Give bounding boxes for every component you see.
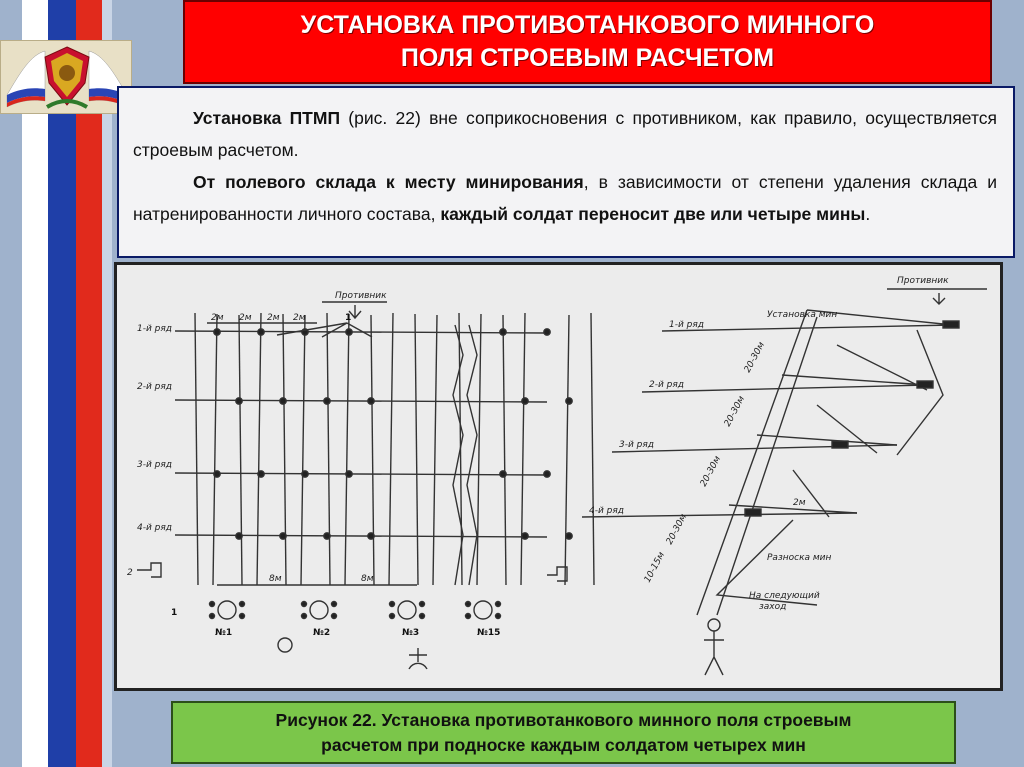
paragraph-2-end: . bbox=[865, 204, 871, 224]
break-line bbox=[467, 325, 477, 585]
field-line bbox=[239, 315, 242, 585]
right-enemy-label: Противник bbox=[897, 276, 949, 286]
mine-dot bbox=[500, 471, 506, 477]
left-spacing-4: 2м bbox=[293, 313, 306, 323]
mine-dot bbox=[210, 614, 215, 619]
mine-dot bbox=[258, 471, 264, 477]
mine-dot bbox=[302, 614, 307, 619]
row-line bbox=[175, 400, 547, 402]
mine-dot bbox=[420, 614, 425, 619]
minefield-diagram bbox=[117, 265, 1000, 688]
mine-dot bbox=[302, 471, 308, 477]
distance-label-1: 20-30м bbox=[742, 340, 768, 375]
row-connector bbox=[729, 310, 953, 513]
slide-title: УСТАНОВКА ПРОТИВОТАНКОВОГО МИННОГО ПОЛЯ СТРОЕВЫМ РАСЧЕТОМ bbox=[300, 11, 875, 72]
field-line bbox=[327, 313, 330, 585]
mine-dot bbox=[390, 614, 395, 619]
left-spacing-bottom-2: 8м bbox=[361, 574, 374, 584]
left-spacing-3: 2м bbox=[267, 313, 280, 323]
figure-caption: Рисунок 22. Установка противотанкового минного поля строевым расчетом при подноске каждым солдатом четырех мин bbox=[275, 709, 852, 755]
mine-row-line bbox=[612, 445, 897, 452]
commander-circle bbox=[278, 638, 292, 652]
mine-dot bbox=[240, 602, 245, 607]
left-row-3-label: 3-й ряд bbox=[137, 460, 173, 470]
mine-dot bbox=[332, 614, 337, 619]
army-emblem-icon bbox=[0, 40, 132, 114]
paragraph-2-text: , в зависимости от степени удаления склада и натренированности личного состава, bbox=[133, 172, 998, 224]
field-line bbox=[565, 315, 569, 585]
row-line bbox=[175, 535, 547, 537]
field-line bbox=[521, 313, 525, 585]
left-row-2-label: 2-й ряд bbox=[137, 382, 173, 392]
right-row-1-label: 1-й ряд bbox=[669, 320, 705, 330]
mine-dot bbox=[346, 329, 352, 335]
paragraph-1 bbox=[133, 102, 997, 166]
mine-dot bbox=[368, 533, 374, 539]
paragraph-1-bold: Установка ПТМП bbox=[193, 108, 341, 128]
mine-dot bbox=[302, 602, 307, 607]
mine-dot bbox=[324, 398, 330, 404]
officer-symbol bbox=[409, 648, 427, 669]
distance-label-2: 20-30м bbox=[722, 394, 748, 429]
gap-label: 2м bbox=[793, 498, 806, 508]
mine-dot bbox=[236, 398, 242, 404]
soldier-circle bbox=[474, 601, 492, 619]
left-marker-1: 1 bbox=[345, 313, 352, 323]
paragraph-2-bold: От полевого склада к месту минирования bbox=[193, 172, 584, 192]
mine-dot bbox=[496, 602, 501, 607]
right-row-4-label: 4-й ряд bbox=[589, 506, 625, 516]
minefield-diagram-figure bbox=[114, 262, 1003, 691]
mine-dot bbox=[240, 614, 245, 619]
mine-dot bbox=[258, 329, 264, 335]
mine-dot bbox=[566, 533, 572, 539]
mine-dot bbox=[566, 398, 572, 404]
next-approach-label: На следующий заход bbox=[749, 591, 820, 612]
field-line bbox=[503, 315, 506, 585]
mine-row-line bbox=[662, 325, 953, 331]
field-line bbox=[389, 313, 393, 585]
mine-dot bbox=[522, 398, 528, 404]
paragraph-1-text: (рис. 22) вне соприкосновения с противником, как правило, осуществляется строевым расчетом. bbox=[133, 108, 997, 160]
mine-dot bbox=[544, 329, 550, 335]
mine-mark bbox=[832, 441, 848, 448]
flag-stripe-blue bbox=[48, 0, 76, 767]
description-text-box bbox=[117, 86, 1015, 258]
soldier-circle bbox=[398, 601, 416, 619]
mine-dot bbox=[324, 533, 330, 539]
left-spacing-1: 2м bbox=[211, 313, 224, 323]
paragraph-2-bold-2: каждый солдат переносит две или четыре мины bbox=[440, 204, 866, 224]
mine-dot bbox=[368, 398, 374, 404]
break-line bbox=[453, 325, 463, 585]
mine-dot bbox=[214, 329, 220, 335]
flag-marker bbox=[137, 563, 161, 577]
left-soldier-index: 1 bbox=[171, 608, 178, 618]
left-spacing-2: 2м bbox=[239, 313, 252, 323]
field-line bbox=[371, 315, 374, 585]
mine-dot bbox=[280, 533, 286, 539]
mine-dot bbox=[522, 533, 528, 539]
mine-dot bbox=[496, 614, 501, 619]
field-line bbox=[345, 313, 352, 585]
enemy-arrow bbox=[933, 293, 945, 304]
mine-dot bbox=[466, 602, 471, 607]
flag-stripe-white bbox=[22, 0, 48, 767]
right-row-3-label: 3-й ряд bbox=[619, 440, 655, 450]
mine-dot bbox=[466, 614, 471, 619]
mine-dot bbox=[210, 602, 215, 607]
flag-stripe-pale bbox=[102, 0, 112, 767]
mine-mark bbox=[745, 509, 761, 516]
left-marker-2: 2 bbox=[127, 568, 133, 578]
paragraph-2 bbox=[133, 166, 997, 230]
field-line bbox=[283, 314, 286, 585]
mine-dot bbox=[332, 602, 337, 607]
mine-dot bbox=[390, 602, 395, 607]
soldier-label-3: №3 bbox=[402, 628, 420, 638]
mine-dot bbox=[214, 471, 220, 477]
field-line bbox=[195, 313, 198, 585]
mine-dot bbox=[420, 602, 425, 607]
row-line bbox=[175, 473, 547, 475]
field-line bbox=[591, 313, 594, 585]
route-back bbox=[897, 330, 943, 455]
mine-dot bbox=[236, 533, 242, 539]
carry-mines-label: Разноска мин bbox=[767, 553, 832, 563]
mine-dot bbox=[346, 471, 352, 477]
mine-mark bbox=[917, 381, 933, 388]
soldier-label-2: №2 bbox=[313, 628, 331, 638]
mine-dot bbox=[500, 329, 506, 335]
field-line bbox=[433, 315, 437, 585]
flag-stripe-red bbox=[76, 0, 102, 767]
slide-title-banner bbox=[183, 0, 992, 84]
mine-dot bbox=[544, 471, 550, 477]
mine-dot bbox=[280, 398, 286, 404]
soldier-label-15: №15 bbox=[477, 628, 501, 638]
mine-mark bbox=[943, 321, 959, 328]
distance-label-4: 20-30м bbox=[664, 512, 690, 547]
left-enemy-label: Противник bbox=[335, 291, 387, 301]
flag-marker bbox=[547, 567, 567, 581]
field-line bbox=[415, 314, 418, 585]
soldier-circle bbox=[218, 601, 236, 619]
carry-route bbox=[793, 345, 927, 517]
right-row-2-label: 2-й ряд bbox=[649, 380, 685, 390]
field-line bbox=[301, 315, 305, 585]
mine-row-line bbox=[642, 385, 927, 392]
soldier-circle bbox=[310, 601, 328, 619]
distance-label-5: 10-15м bbox=[642, 550, 668, 585]
soldier-label-1: №1 bbox=[215, 628, 233, 638]
left-spacing-bottom-1: 8м bbox=[269, 574, 282, 584]
pointer-lines bbox=[277, 323, 372, 337]
left-row-1-label: 1-й ряд bbox=[137, 324, 173, 334]
soldier-figure-body bbox=[704, 631, 724, 675]
field-line bbox=[257, 313, 261, 585]
field-line bbox=[213, 314, 217, 585]
soldier-figure-head bbox=[708, 619, 720, 631]
left-row-4-label: 4-й ряд bbox=[137, 523, 173, 533]
install-mines-label: Установка мин bbox=[767, 310, 838, 320]
figure-caption-box bbox=[171, 701, 956, 764]
distance-label-3: 20-30м bbox=[698, 454, 724, 489]
